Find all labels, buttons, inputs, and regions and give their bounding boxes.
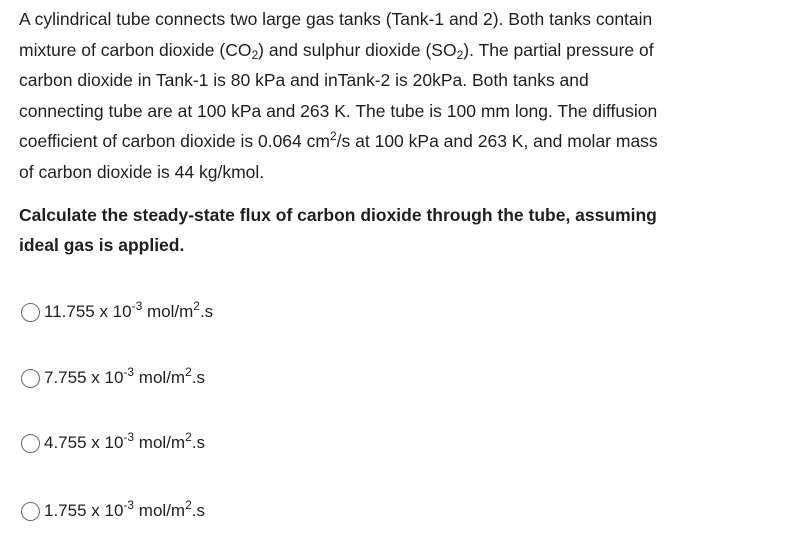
answer-option-label: 1.755 x $10^{-3}$ mol/$m^2.s$ (44, 498, 205, 520)
radio-button-icon[interactable] (21, 502, 40, 521)
question-line-1: A cylindrical tube connects two large gas tanks (Tank-1 and 2). Both tanks contain (19, 9, 653, 29)
prompt-line-2: ideal gas is applied. (19, 235, 185, 255)
answer-option-2[interactable] (21, 365, 205, 388)
question-line (19, 126, 789, 157)
question-line (19, 35, 789, 66)
question-line-5b: /s at 100 kPa and 263 K, and molar mass (336, 131, 658, 151)
question-prompt (19, 200, 789, 260)
question-line-3: carbon dioxide in Tank-1 is 80 kPa and inTank-2 is 20kPa. Both tanks and (19, 70, 589, 90)
answer-option-3[interactable] (21, 430, 205, 453)
question-line-4: connecting tube are at 100 kPa and 263 K. The tube is 100 mm long. The diffusion (19, 100, 658, 121)
question-line (19, 65, 789, 96)
radio-button-icon[interactable] (21, 303, 40, 322)
prompt-line-1: Calculate the steady-state flux of carbon dioxide through the tube, assuming (19, 205, 657, 225)
answer-option-1[interactable] (21, 299, 214, 322)
question-line-2c: ). The partial pressure of (463, 39, 654, 60)
answer-option-label: 4.755 x $10^{-3}$ mol/$m^2.s$ (44, 430, 205, 452)
radio-button-icon[interactable] (21, 434, 40, 453)
answer-option-label: 11.755 x $10^{-3}$ mol/$m^2.s$ (44, 299, 214, 321)
superscript: 2 (329, 129, 337, 143)
question-line (19, 96, 789, 127)
question-line-6: of carbon dioxide is 44 kg/kmol. (19, 161, 265, 182)
answer-option-label: 7.755 x $10^{-3}$ mol/$m^2.s$ (44, 365, 205, 387)
question-line (19, 157, 789, 188)
question-line-5a: coefficient of carbon dioxide is 0.064 cm (19, 131, 330, 151)
radio-button-icon[interactable] (21, 369, 40, 388)
question-line-2b: ) and sulphur dioxide (SO (258, 39, 457, 60)
question-line-2a: mixture of carbon dioxide (CO (19, 39, 252, 60)
subscript: 2 (456, 47, 464, 62)
question-text (19, 4, 789, 187)
subscript: 2 (251, 47, 259, 62)
answer-option-4[interactable] (21, 498, 205, 521)
question-line (19, 4, 789, 35)
